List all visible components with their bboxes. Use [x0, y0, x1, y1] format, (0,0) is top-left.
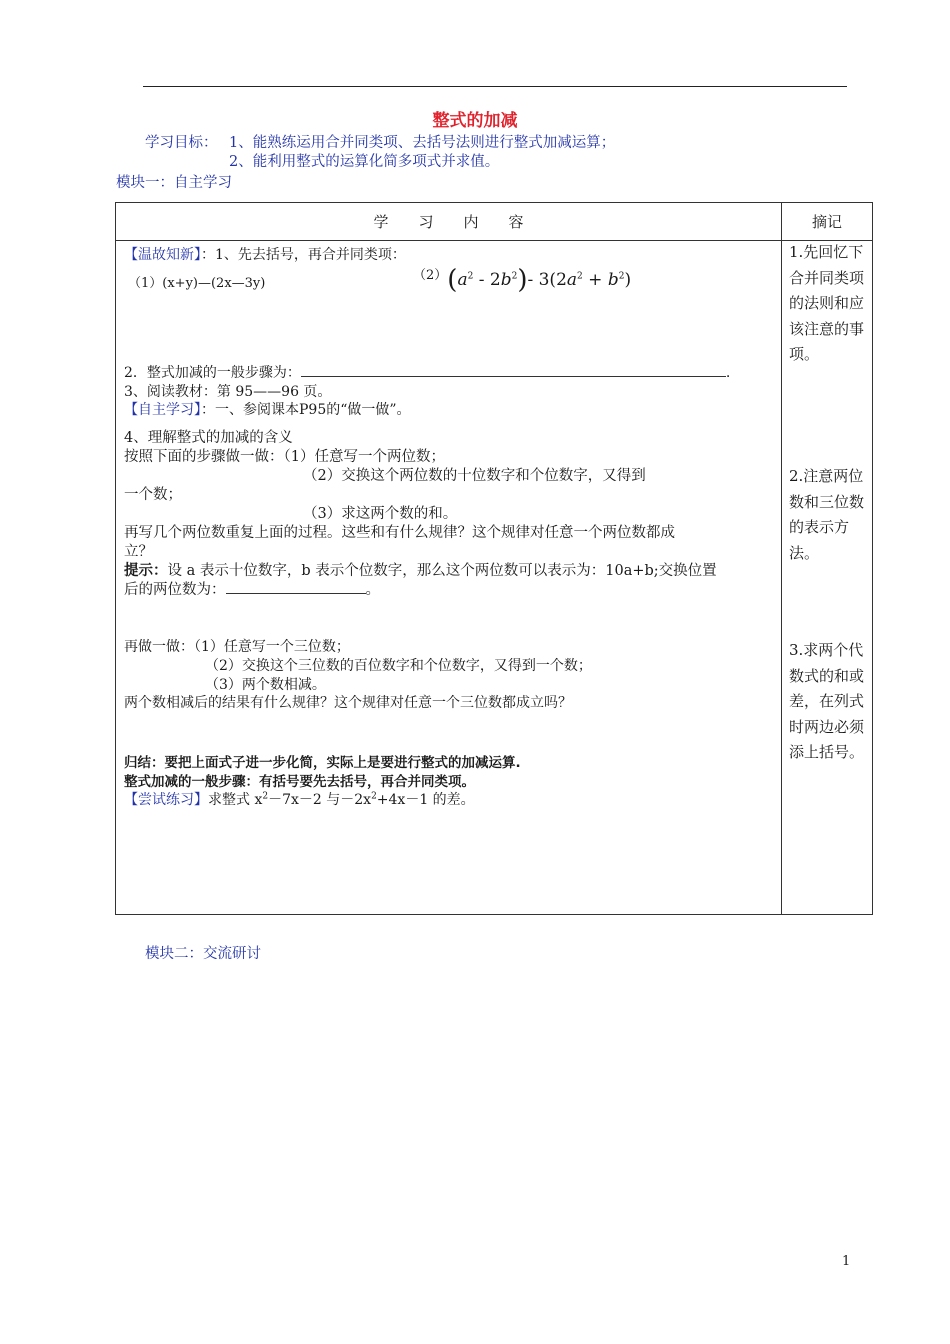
header-rule — [143, 86, 847, 87]
page-number: 1 — [842, 1254, 851, 1269]
meaning-question-1: 再写几个两位数重复上面的过程。这些和有什么规律？这个规律对任意一个两位数都成 — [124, 525, 675, 541]
header-content-cell — [116, 203, 782, 241]
review-line — [124, 244, 406, 264]
practice-tag: 【尝试练习】 — [124, 792, 208, 808]
hint-line-2 — [124, 578, 380, 599]
meaning-step-2b: 一个数； — [124, 487, 182, 503]
hint-end: 。 — [365, 582, 380, 598]
meaning-step-3: （3）求这两个数的和。 — [303, 506, 458, 522]
practice-line: 【尝试练习】求整式 $x^2-7x-2$ 与$-2x^2+4x-1$ 的差。 — [124, 791, 475, 808]
hint-text-1: 设 a 表示十位数字，b 表示个位数字，那么这个两位数可以表示为：10a+b;交换位置 — [167, 563, 717, 579]
summary-line-1: 归结：要把上面式子进一步化简，实际上是要进行整式的加减运算. — [124, 755, 521, 771]
summary-line-2: 整式加减的一般步骤：有括号要先去括号，再合并同类项。 — [124, 774, 475, 790]
meaning-step-2a: （2）交换这个两位数的十位数字和个位数字，又得到 — [303, 468, 646, 484]
self-study-line — [124, 399, 411, 419]
again-step-2: （2）交换这个三位数的百位数字和个位数字，又得到一个数； — [205, 658, 592, 674]
problem-2 — [413, 264, 631, 295]
meaning-heading: 4、理解整式的加减的含义 — [124, 430, 293, 446]
practice-text-a: 求整式 x — [208, 792, 263, 808]
step-2-end: . — [725, 365, 731, 381]
hint-line-1 — [124, 559, 717, 580]
hint-blank[interactable] — [226, 593, 366, 594]
page-title: 整式的加减 — [432, 111, 518, 131]
note-3: 3.求两个代数式的和或差，在列式时两边必须添上括号。 — [789, 641, 865, 761]
review-text: ：1、先去括号，再合并同类项： — [201, 247, 406, 263]
module-1-heading: 模块一：自主学习 — [116, 175, 232, 191]
again-step-3: （3）两个数相减。 — [205, 677, 326, 693]
step-2-blank[interactable] — [301, 376, 726, 377]
again-question: 两个数相减后的结果有什么规律？这个规律对任意一个三位数都成立吗？ — [124, 695, 572, 711]
note-1: 1.先回忆下合并同类项的法则和应该注意的事项。 — [789, 243, 865, 363]
step-2-text: 2．整式加减的一般步骤为： — [124, 365, 301, 381]
objective-1: 1、能熟练运用合并同类项、去括号法则进行整式加减运算； — [229, 135, 616, 151]
problem-2-expression: $(a^2 - 2b^2)-$ $3(2a^2 + b^2)$ — [447, 265, 632, 295]
objective-2: 2、能利用整式的运算化简多项式并求值。 — [229, 154, 500, 170]
self-study-tag: 【自主学习】 — [124, 402, 201, 418]
review-tag: 【温故知新】 — [124, 247, 201, 263]
module-2-heading: 模块二：交流研讨 — [145, 946, 261, 962]
problem-1: （1）(x+y)—(2x—3y) — [128, 276, 266, 291]
header-content: 学 习 内 容 — [373, 213, 524, 231]
practice-text-c: +4x－1 的差。 — [376, 792, 475, 808]
hint-label: 提示： — [124, 562, 168, 579]
practice-text-b: －7x－2 与－2x — [268, 792, 372, 808]
problem-2-label: （2） — [413, 268, 448, 283]
meaning-intro: 按照下面的步骤做一做：（1）任意写一个两位数； — [124, 449, 445, 465]
objectives-label: 学习目标： — [145, 135, 218, 151]
step-3: 3、阅读教材：第 95——96 页。 — [124, 384, 332, 400]
self-study-text: ：一、参阅课本P95的“做一做”。 — [201, 402, 411, 418]
header-notes: 摘记 — [812, 213, 843, 231]
header-notes-cell — [782, 203, 873, 241]
step-2-line — [124, 362, 730, 382]
note-2: 2.注意两位数和三位数的表示方法。 — [789, 467, 865, 562]
hint-text-2: 后的两位数为： — [124, 582, 226, 598]
again-intro: 再做一做：（1）任意写一个三位数； — [124, 639, 350, 655]
meaning-question-2: 立？ — [124, 544, 153, 560]
